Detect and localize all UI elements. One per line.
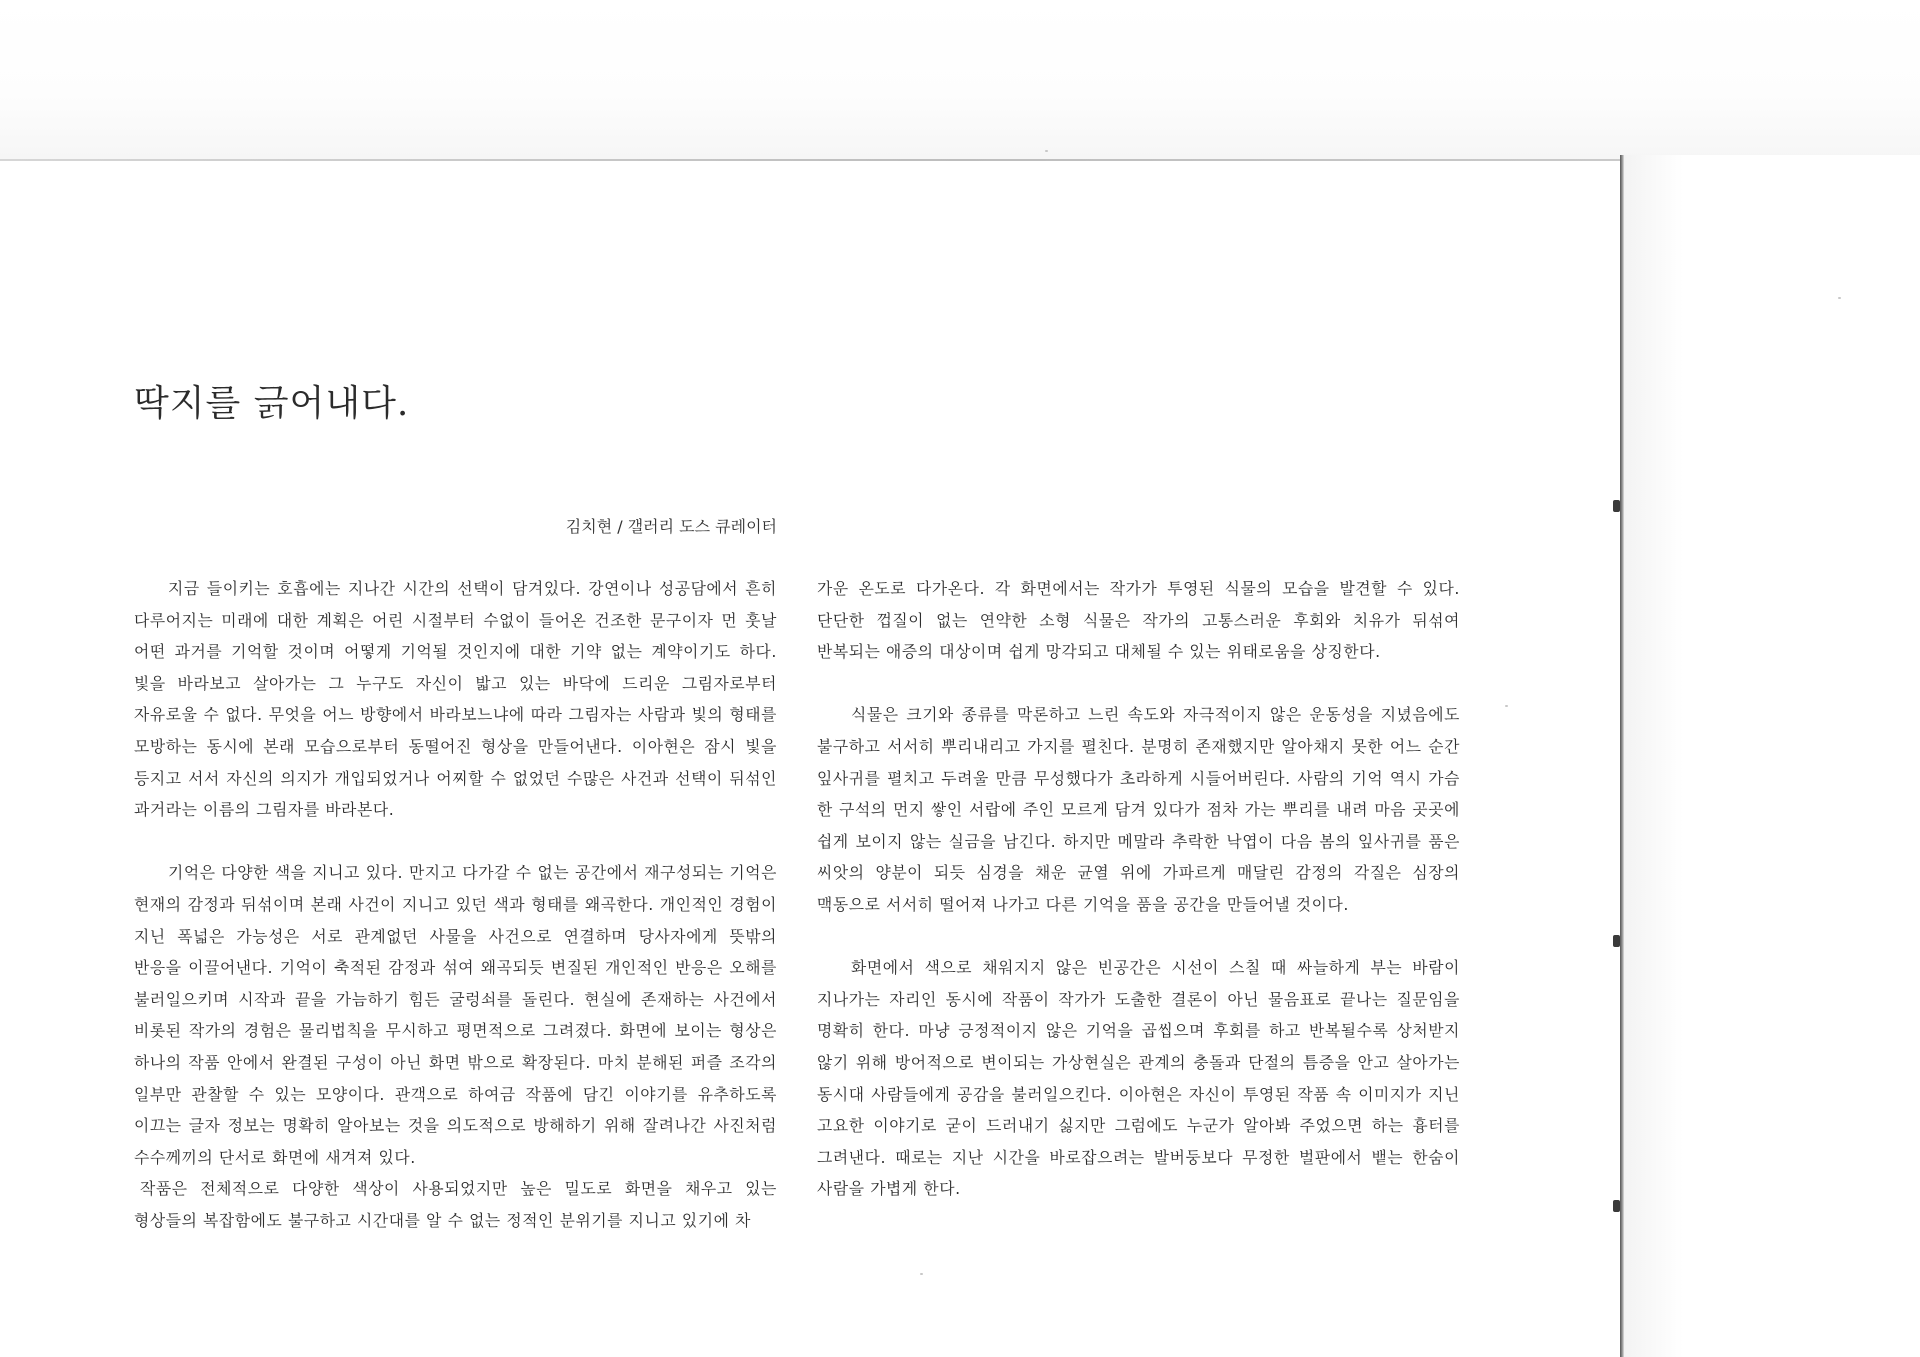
facing-page — [1624, 155, 1920, 1357]
scan-speck — [920, 1273, 923, 1275]
scan-speck — [1838, 297, 1841, 299]
text-column-left — [134, 573, 777, 1236]
binding-mark — [1613, 500, 1620, 512]
paragraph: 화면에서 색으로 채워지지 않은 빈공간은 시선이 스칠 때 싸늘하게 부는 바람이 지나가는 자리인 동시에 작품이 작가가 도출한 결론이 아닌 물음표로 끝나는 질문임을 명확히 한다. 마냥 긍정적이지 않은 기억을 곱씹으며 후회를 하고 반복될수록 상처받지 않기 위해 방어적으로 변이되는 가상현실은 관계의 충돌과 단절의 틈증을 안고 살아가는 동시대 사람들에게 공감을 불러일으킨다. 이아현은 자신이 투영된 작품 속 이미지가 지닌 고요한 이야기로 굳이 드러내기 싫지만 그럼에도 누군가 알아봐 주었으면 하는 흉터를 그려낸다. 때로는 지난 시간을 바로잡으려는 발버둥보다 무정한 벌판에서 뱉는 한숨이 사람을 가볍게 한다. — [817, 958, 1460, 1199]
paragraph: 작품은 전체적으로 다양한 색상이 사용되었지만 높은 밀도로 화면을 채우고 있는 형상들의 복잡함에도 불구하고 시간대를 알 수 없는 정적인 분위기를 지니고 있기에 차 — [134, 1179, 777, 1230]
scan-background-top — [0, 0, 1920, 160]
author-byline: 김치현 / 갤러리 도스 큐레이터 — [565, 517, 777, 536]
paragraph: 가운 온도로 다가온다. 각 화면에서는 작가가 투영된 식물의 모습을 발견할 수 있다. 단단한 껍질이 없는 연약한 소형 식물은 작가의 고통스러운 후회와 치유가 뒤섞여 반복되는 애증의 대상이며 쉽게 망각되고 대체될 수 있는 위태로움을 상징한다. — [817, 579, 1460, 662]
binding-mark — [1613, 935, 1620, 947]
page-spine-edge — [1620, 155, 1624, 1357]
page-title: 딱지를 긁어내다. — [134, 383, 410, 424]
scan-speck — [1045, 150, 1048, 152]
text-column-right — [817, 573, 1460, 1205]
paragraph: 지금 들이키는 호흡에는 지나간 시간의 선택이 담겨있다. 강연이나 성공담에서 흔히 다루어지는 미래에 대한 계획은 어린 시절부터 수없이 들어온 건조한 문구이자 먼 훗날 어떤 과거를 기억할 것이며 어떻게 기억될 것인지에 대한 기약 없는 계약이기도 하다. 빛을 바라보고 살아가는 그 누구도 자신이 밟고 있는 바닥에 드리운 그림자로부터 자유로울 수 없다. 무엇을 어느 방향에서 바라보느냐에 따라 그림자는 사람과 빛의 형태를 모방하는 동시에 본래 모습으로부터 동떨어진 형상을 만들어낸다. 이아현은 잠시 빛을 등지고 서서 자신의 의지가 개입되었거나 어찌할 수 없었던 수많은 사건과 선택이 뒤섞인 과거라는 이름의 그림자를 바라본다. — [134, 579, 777, 820]
scan-speck — [1505, 705, 1508, 707]
paragraph: 기억은 다양한 색을 지니고 있다. 만지고 다가갈 수 없는 공간에서 재구성되는 기억은 현재의 감정과 뒤섞이며 본래 사건이 지니고 있던 색과 형태를 왜곡한다. 개인적인 경험이 지닌 폭넓은 가능성은 서로 관계없던 사물을 사건으로 연결하며 당사자에게 뜻밖의 반응을 이끌어낸다. 기억이 축적된 감정과 섞여 왜곡되듯 변질된 개인적인 반응은 오해를 불러일으키며 시작과 끝을 가늠하기 힘든 굴렁쇠를 돌린다. 현실에 존재하는 사건에서 비롯된 작가의 경험은 물리법칙을 무시하고 평면적으로 그려졌다. 화면에 보이는 형상은 하나의 작품 안에서 완결된 구성이 아닌 화면 밖으로 확장된다. 마치 분해된 퍼즐 조각의 일부만 관찰할 수 있는 모양이다. 관객으로 하여금 작품에 담긴 이야기를 유추하도록 이끄는 글자 정보는 명확히 알아보는 것을 의도적으로 방해하기 위해 잘려나간 사진처럼 수수께끼의 단서로 화면에 새겨져 있다. — [134, 863, 777, 1167]
binding-mark — [1613, 1200, 1620, 1212]
paragraph: 식물은 크기와 종류를 막론하고 느린 속도와 자극적이지 않은 운동성을 지녔음에도 불구하고 서서히 뿌리내리고 가지를 펼친다. 분명히 존재했지만 알아채지 못한 어느 순간 잎사귀를 펼치고 두려울 만큼 무성했다가 초라하게 시들어버린다. 사람의 기억 역시 가슴 한 구석의 먼지 쌓인 서랍에 주인 모르게 담겨 있다가 점차 가는 뿌리를 내려 마음 곳곳에 쉽게 보이지 않는 실금을 남긴다. 하지만 메말라 추락한 낙엽이 다음 봄의 잎사귀를 품은 씨앗의 양분이 되듯 심경을 채운 균열 위에 가파르게 매달린 감정의 각질은 심장의 맥동으로 서서히 떨어져 나가고 다른 기억을 품을 공간을 만들어낼 것이다. — [817, 705, 1460, 914]
